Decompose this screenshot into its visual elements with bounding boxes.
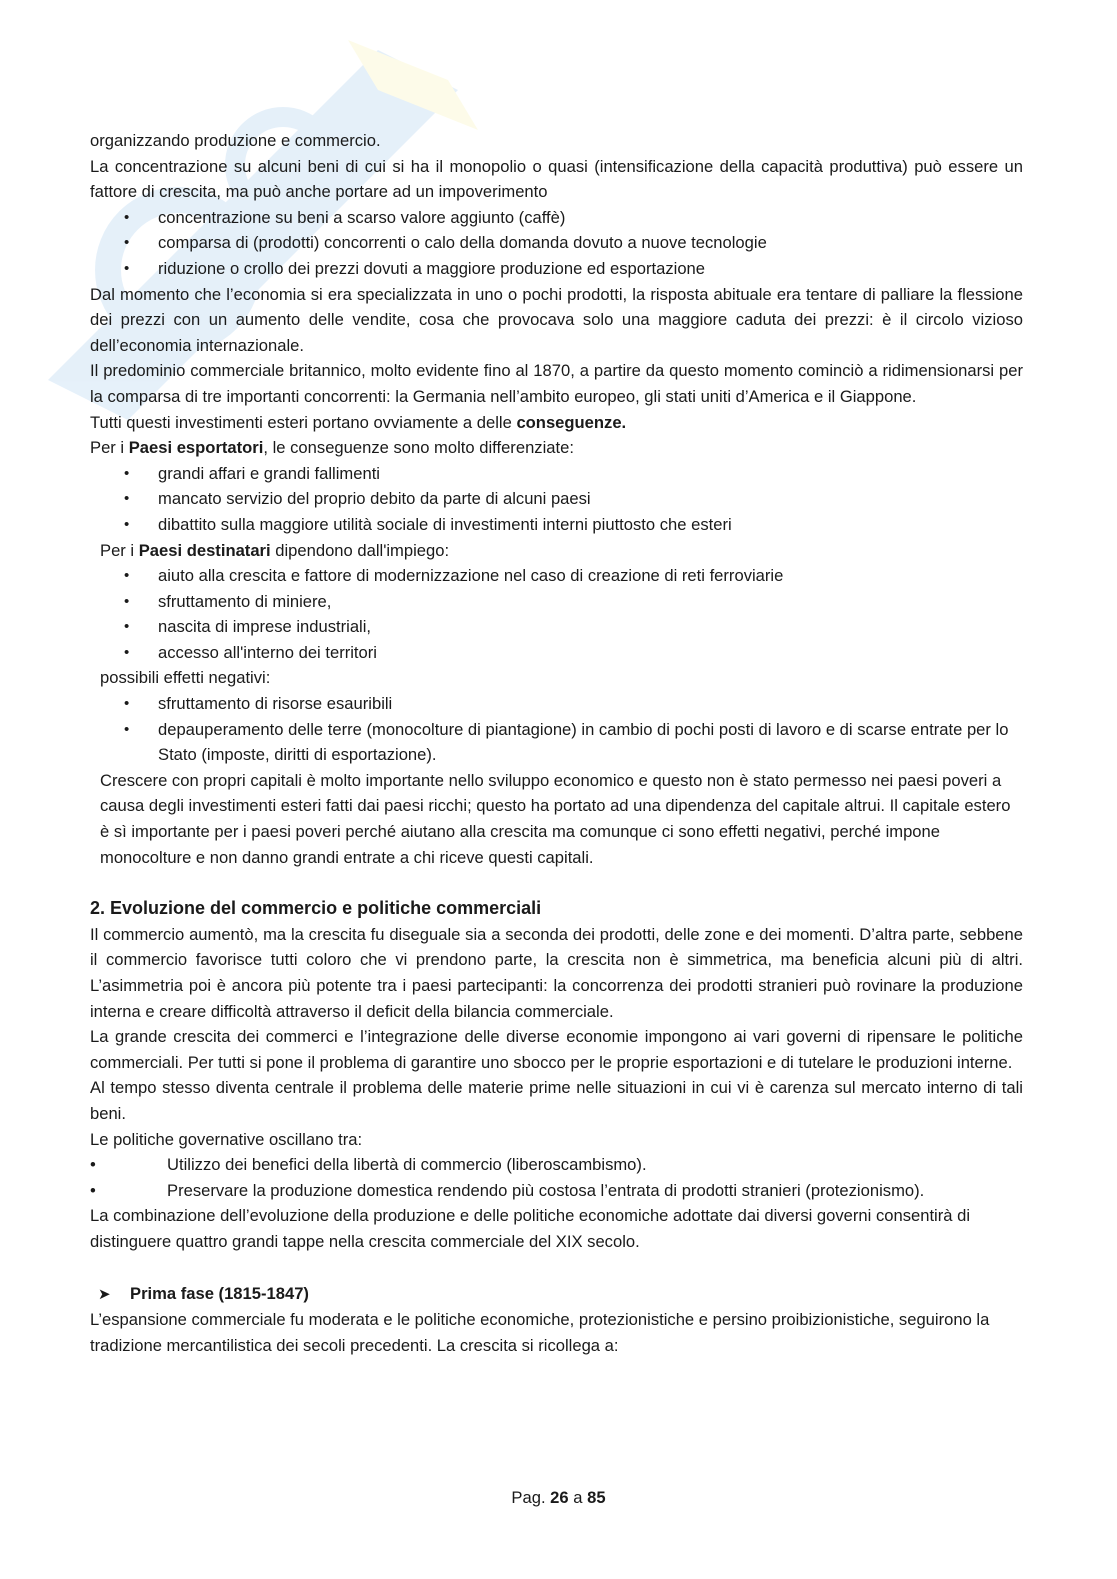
list-item: • accesso all'interno dei territori [158, 640, 1023, 666]
paragraph: L’espansione commerciale fu moderata e le politiche economiche, protezionistiche e persino proibizionistiche, seguirono la tradizione mercantilistica dei secoli precedenti. La crescita si ricollega a: [90, 1310, 990, 1355]
bullet-list [90, 691, 1023, 768]
list-item-text: Preservare la produzione domestica rendendo più costosa l’entrata di prodotti stranieri (protezionismo). [167, 1180, 925, 1200]
paragraph: La concentrazione su alcuni beni di cui si ha il monopolio o quasi (intensificazione della capacità produttiva) può essere un fattore di crescita, ma può anche portare ad un impoverimento [90, 156, 1023, 202]
paragraph: La grande crescita dei commerci e l’integrazione delle diverse economie impongono ai vari governi di ripensare le politiche commerciali. Per tutti si pone il problema di garantire uno sbocco per le proprie esportazioni e di tutelare le produzioni interne. [90, 1027, 1023, 1072]
list-item: • concentrazione su beni a scarso valore aggiunto (caffè) [158, 205, 1023, 231]
paragraph: Crescere con propri capitali è molto importante nello sviluppo economico e questo non è stato permesso nei paesi poveri a causa degli investimenti esteri fatti dai paesi ricchi; questo ha portato ad una dipendenza del capitale altrui. Il capitale estero è sì importante per i paesi poveri perché aiutano alla crescita ma comunque ci sono effetti negativi, perché impone monocolture e non danno grandi entrate a chi riceve questi capitali. [100, 770, 1011, 867]
bold-text: Paesi esportatori [128, 438, 264, 458]
list-item: • depauperamento delle terre (monocolture di piantagione) in cambio di pochi posti di lavoro e di scarse entrate per lo Stato (imposte, diritti di esportazione). [158, 717, 1023, 768]
list-item: • mancato servizio del proprio debito da parte di alcuni paesi [158, 486, 1023, 512]
list-item: • sfruttamento di miniere, [158, 589, 1023, 615]
page-footer [0, 1488, 1117, 1508]
text: , le conseguenze sono molto differenziate: [263, 438, 574, 458]
bullet-list [90, 205, 1023, 282]
paragraph [90, 435, 1023, 461]
bold-text: Paesi destinatari [138, 540, 271, 560]
paragraph: Il commercio aumentò, ma la crescita fu diseguale sia a seconda dei prodotti, delle zone e dei momenti. D’altra parte, sebbene il commercio favorisce tutti coloro che vi prendono parte, la crescita non è simmetrica, ma beneficia alcuni più di altri. L’asimmetria poi è ancora più potente tra i paesi partecipanti: la concorrenza dei prodotti stranieri può rovinare la produzione interna e creare difficoltà attraverso il deficit della bilancia commerciale. [90, 924, 1023, 1021]
text: Per i [100, 540, 139, 560]
paragraph: La combinazione dell’evoluzione della produzione e delle politiche economiche adottate dai diversi governi consentirà di distinguere quattro grandi tappe nella crescita commerciale del XIX secolo. [90, 1206, 971, 1251]
section-heading: 2. Evoluzione del commercio e politiche commerciali [90, 898, 542, 919]
paragraph [90, 538, 1023, 564]
list-item [90, 1178, 1023, 1204]
list-item: • grandi affari e grandi fallimenti [158, 461, 1023, 487]
paragraph: Dal momento che l’economia si era specializzata in uno o pochi prodotti, la risposta abituale era tentare di palliare la flessione dei prezzi con un aumento delle vendite, cosa che provocava solo una maggiore caduta dei prezzi: è il circolo vizioso dell’economia internazionale. [90, 284, 1023, 355]
list-item: • riduzione o crollo dei prezzi dovuti a maggiore produzione ed esportazione [158, 256, 1023, 282]
document-body [90, 128, 1023, 1358]
list-item: • comparsa di (prodotti) concorrenti o calo della domanda dovuto a nuove tecnologie [158, 230, 1023, 256]
text: dipendono dall'impiego: [270, 540, 450, 560]
paragraph: possibili effetti negativi: [100, 668, 271, 688]
text: Tutti questi investimenti esteri portano ovviamente a delle [90, 412, 517, 432]
text: Per i [90, 438, 129, 458]
bullet-list [90, 1152, 1023, 1203]
bullet-list [90, 563, 1023, 665]
bullet-icon: • [90, 1155, 96, 1175]
bold-text: conseguenze. [516, 412, 627, 432]
bullet-icon: • [90, 1180, 96, 1200]
footer-prefix: Pag. [511, 1488, 551, 1507]
paragraph: Il predominio commerciale britannico, molto evidente fino al 1870, a partire da questo momento cominciò a ridimensionarsi per la comparsa di tre importanti concorrenti: la Germania nell’ambito europeo, gli stati uniti d’America e il Giappone. [90, 361, 1023, 406]
paragraph: Le politiche governative oscillano tra: [90, 1129, 363, 1149]
list-item-text: Utilizzo dei benefici della libertà di commercio (liberoscambismo). [167, 1155, 647, 1175]
paragraph: organizzando produzione e commercio. [90, 131, 381, 150]
subsection-title: Prima fase (1815-1847) [130, 1283, 309, 1303]
subsection-heading [90, 1281, 1023, 1308]
bullet-list [90, 461, 1023, 538]
current-page-number: 26 [550, 1488, 569, 1507]
list-item: • nascita di imprese industriali, [158, 614, 1023, 640]
paragraph: Al tempo stesso diventa centrale il problema delle materie prime nelle situazioni in cui vi è carenza sul mercato interno di tali beni. [90, 1078, 1023, 1123]
list-item: • dibattito sulla maggiore utilità sociale di investimenti interni piuttosto che esteri [158, 512, 1023, 538]
total-pages-number: 85 [587, 1488, 606, 1507]
footer-separator: a [568, 1488, 588, 1507]
list-item: • aiuto alla crescita e fattore di modernizzazione nel caso di creazione di reti ferroviarie [158, 563, 1023, 589]
paragraph [90, 410, 1023, 436]
arrow-bullet-icon: ➤ [98, 1285, 111, 1303]
list-item [90, 1152, 1023, 1178]
list-item: • sfruttamento di risorse esauribili [158, 691, 1023, 717]
